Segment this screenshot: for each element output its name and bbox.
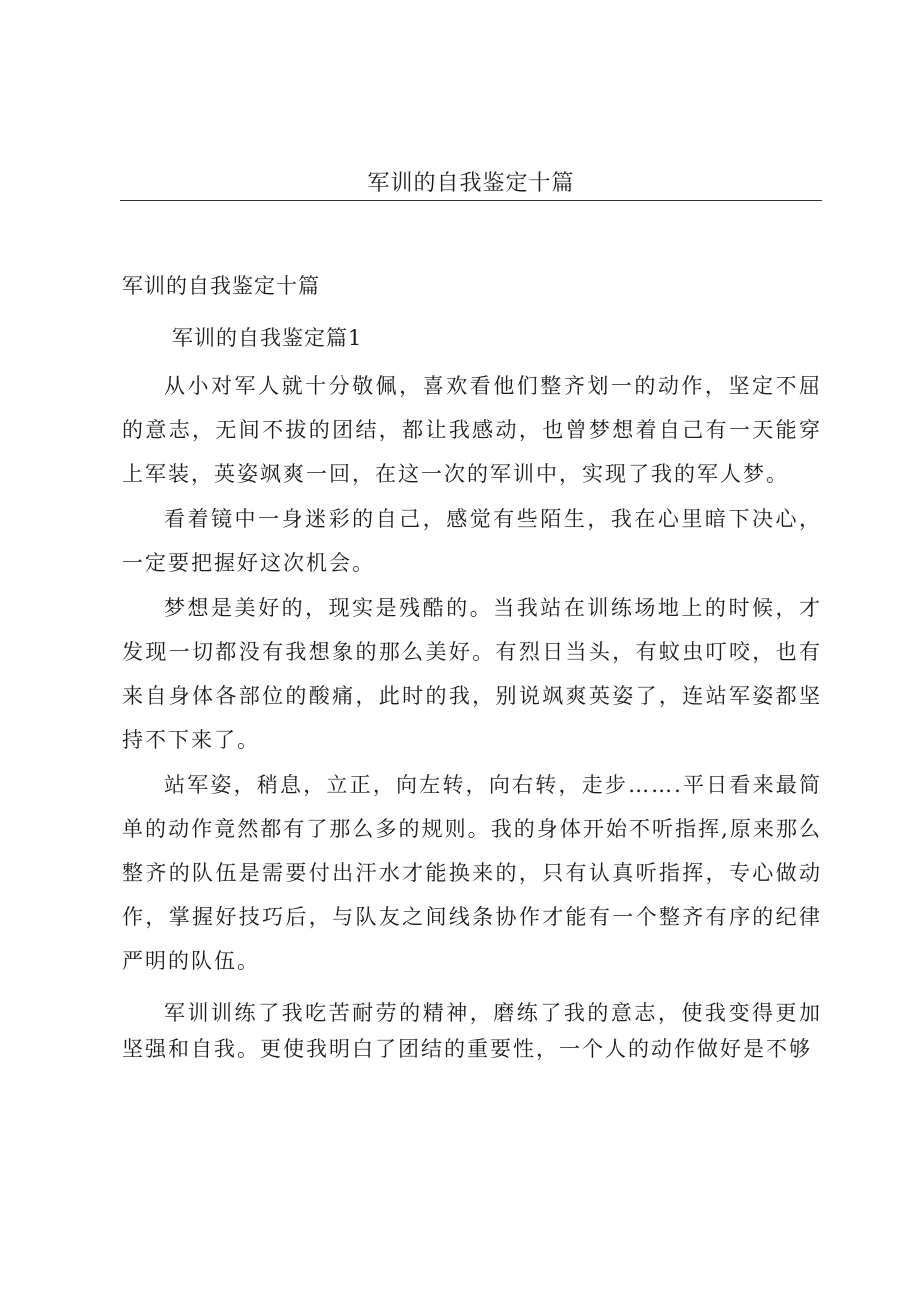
paragraph: 军训训练了我吃苦耐劳的精神，磨练了我的意志，使我变得更加坚强和自我。更使我明白了团结的重要性，一个人的动作做好是不够	[122, 1001, 822, 1061]
section-title: 军训的自我鉴定篇1	[172, 326, 363, 350]
document-body	[122, 364, 822, 1067]
paragraph: 从小对军人就十分敬佩，喜欢看他们整齐划一的动作，坚定不屈的意志，无间不拔的团结，都让我感动，也曾梦想着自己有一天能穿上军装，英姿飒爽一回，在这一次的军训中，实现了我的军人梦。	[122, 374, 822, 486]
paragraph: 站军姿，稍息，立正，向左转，向右转，走步…….平日看来最简单的动作竟然都有了那么多的规则。我的身体开始不听指挥,原来那么整齐的队伍是需要付出汗水才能换来的，只有认真听指挥，专心做动作，掌握好技巧后，与队友之间线条协作才能有一个整齐有序的纪律严明的队伍。	[122, 773, 822, 973]
page-header-title: 军训的自我鉴定十篇	[367, 171, 575, 196]
paragraph: 梦想是美好的，现实是残酷的。当我站在训练场地上的时候，才发现一切都没有我想象的那么美好。有烈日当头，有蚊虫叮咬，也有来自身体各部位的酸痛，此时的我，别说飒爽英姿了，连站军姿都坚持不下来了。	[122, 596, 822, 752]
document-title: 军训的自我鉴定十篇	[122, 274, 320, 298]
header-divider	[120, 200, 822, 201]
paragraph: 看着镜中一身迷彩的自己，感觉有些陌生，我在心里暗下决心，一定要把握好这次机会。	[122, 507, 822, 575]
